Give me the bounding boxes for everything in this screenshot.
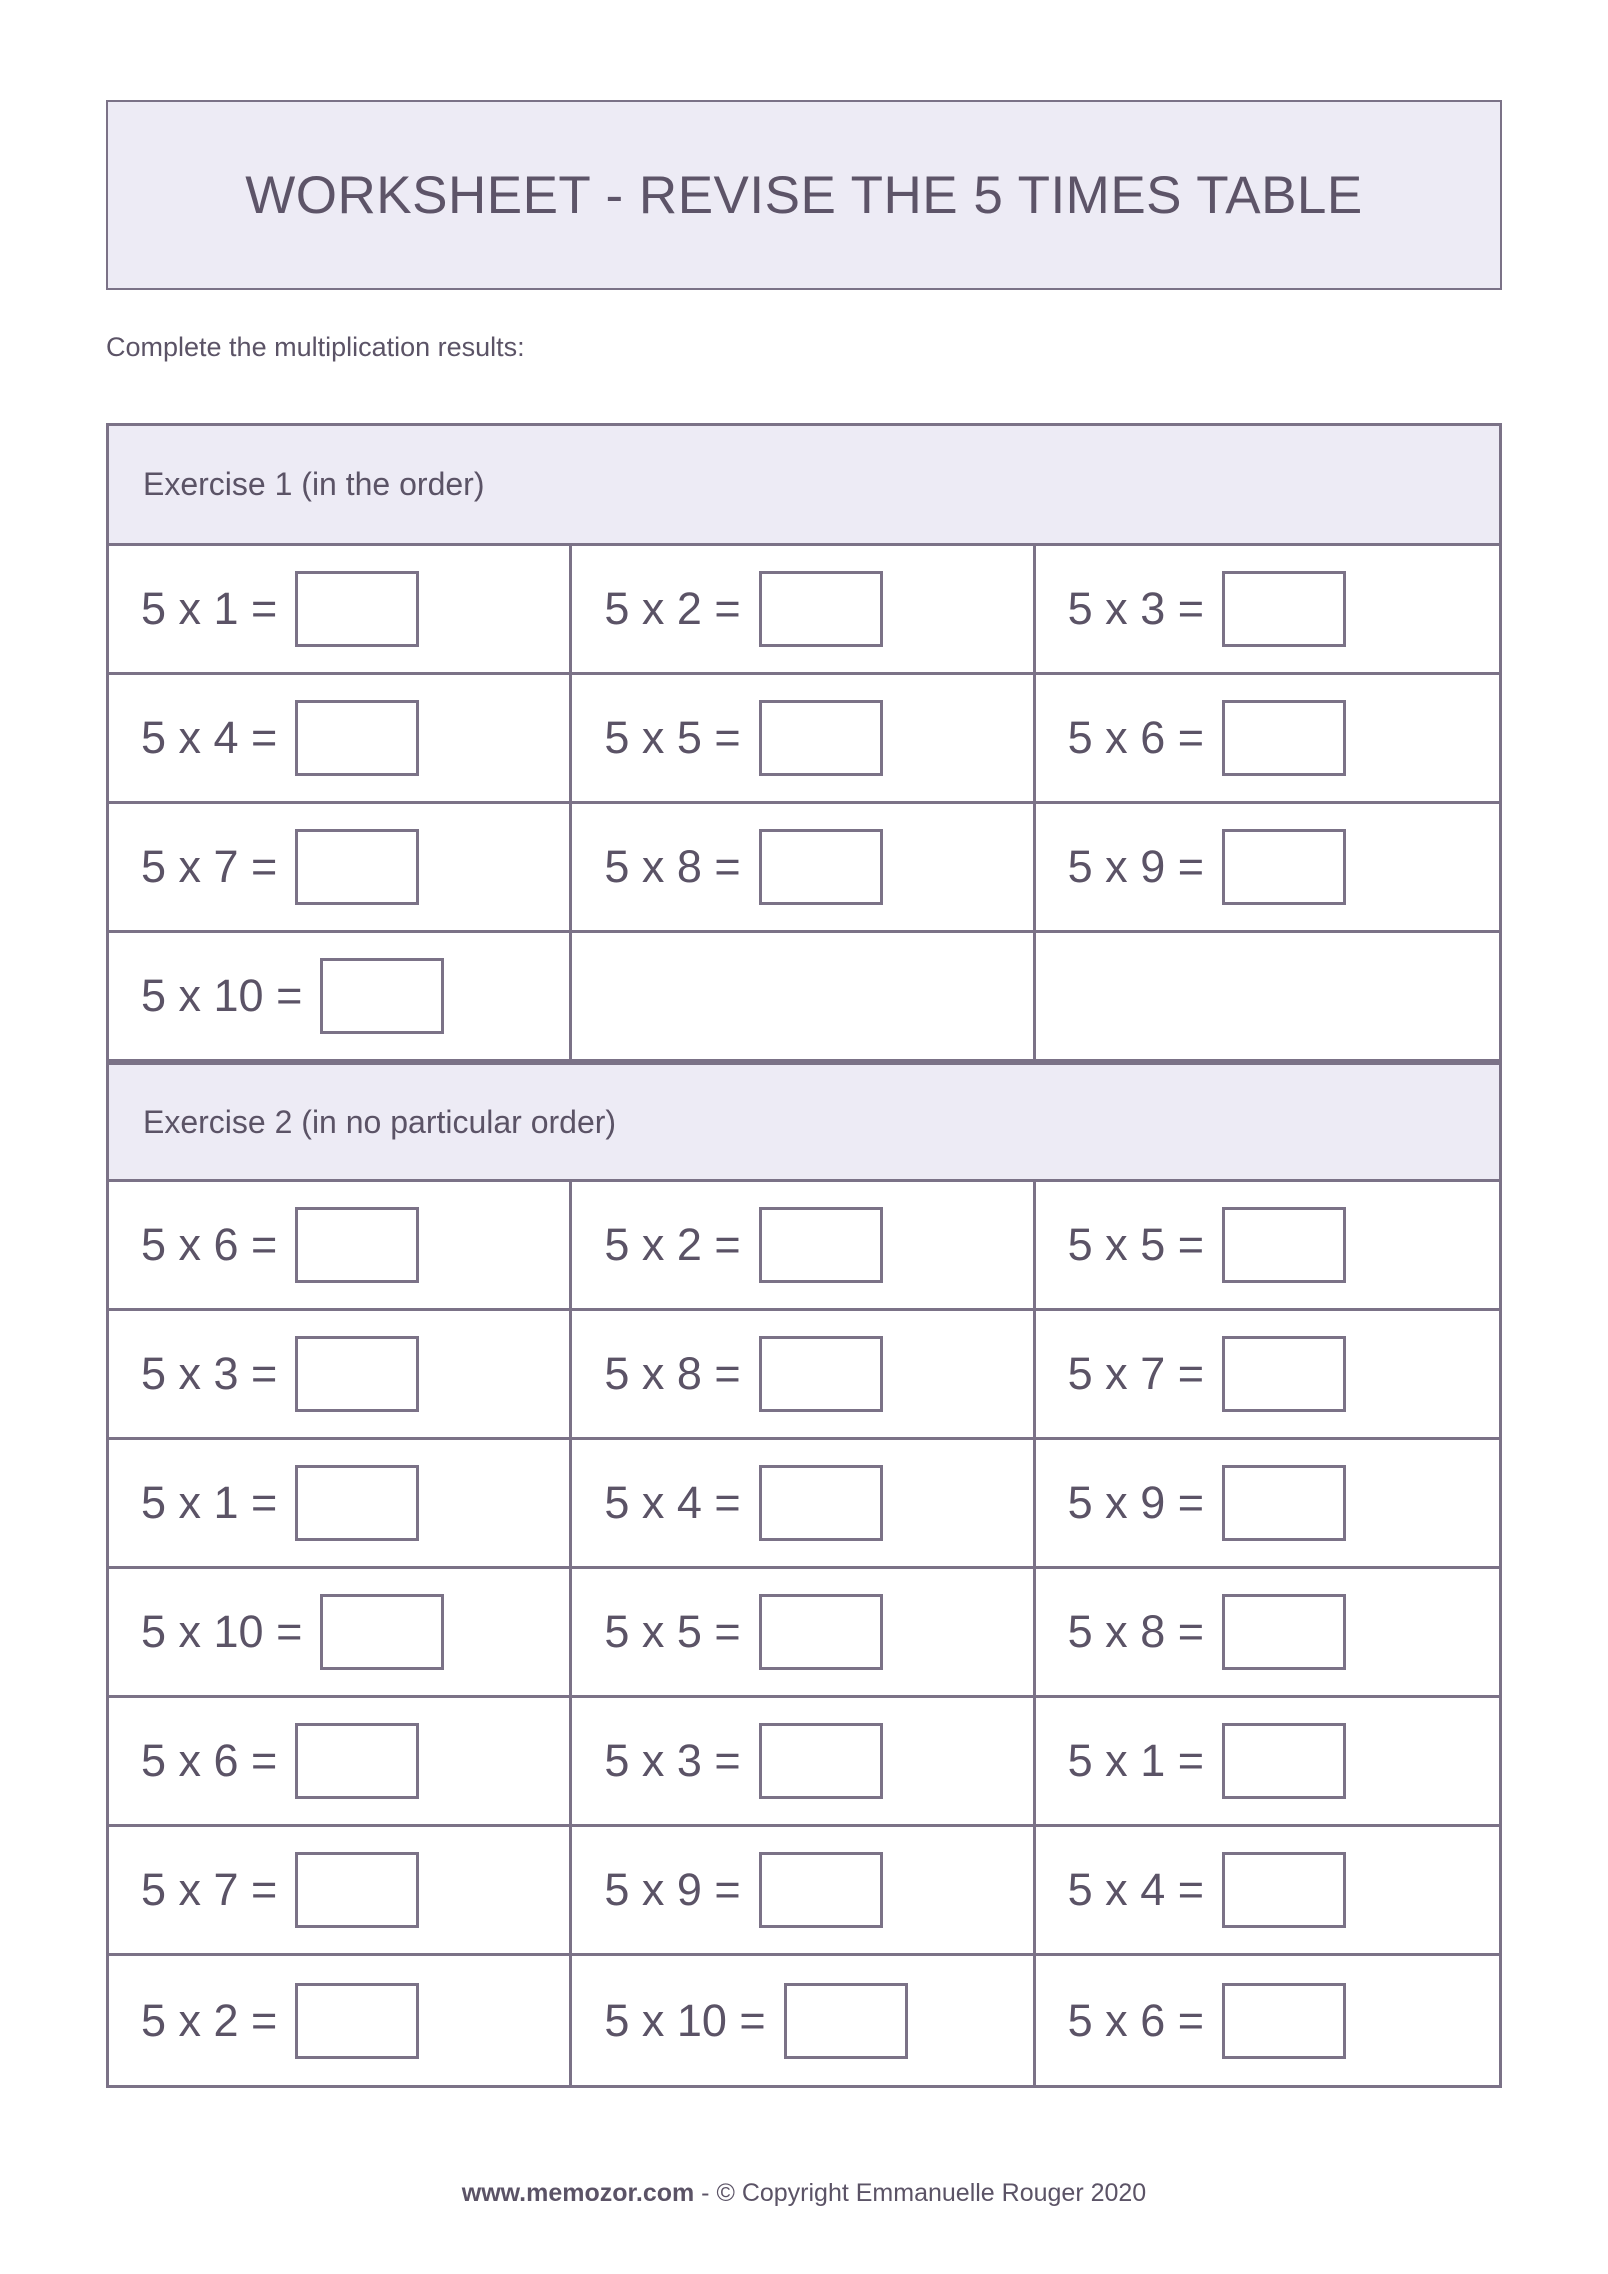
expression-label: 5 x 10 = [141,1606,303,1657]
table-row [109,546,1499,675]
exercise-cell [109,804,572,933]
answer-input[interactable] [295,700,419,776]
exercise-cell [1036,1440,1499,1569]
table-row [109,1569,1499,1698]
expression-label: 5 x 7 = [1067,1348,1204,1399]
expression-label: 5 x 7 = [141,841,278,892]
answer-input[interactable] [295,1207,419,1283]
answer-input[interactable] [1222,1336,1346,1412]
answer-input[interactable] [759,829,883,905]
expression-label: 5 x 9 = [604,1864,741,1915]
exercise-cell [572,1698,1035,1827]
exercise-cell [1036,1827,1499,1956]
answer-input[interactable] [1222,1852,1346,1928]
exercise-cell [109,675,572,804]
exercise-cell [572,546,1035,675]
footer-site-label: www.memozor.com [461,2179,695,2207]
expression-label: 5 x 8 = [604,1348,741,1399]
expression-label: 5 x 1 = [1067,1735,1204,1786]
exercise-cell [109,933,572,1062]
table-row [109,1182,1499,1311]
answer-input[interactable] [295,1336,419,1412]
expression-label: 5 x 10 = [141,970,303,1021]
expression-label: 5 x 6 = [1067,1994,1204,2046]
expression-label: 5 x 8 = [1067,1606,1204,1657]
table-row [109,1827,1499,1956]
expression-label: 5 x 5 = [604,712,741,763]
exercise-cell [109,1698,572,1827]
expression-label: 5 x 5 = [1067,1219,1204,1270]
expression-label: 5 x 10 = [604,1994,766,2046]
answer-input[interactable] [759,1336,883,1412]
answer-input[interactable] [1222,1207,1346,1283]
answer-input[interactable] [759,571,883,647]
expression-label: 5 x 9 = [1067,1477,1204,1528]
exercise-cell [109,1827,572,1956]
expression-label: 5 x 9 = [1067,841,1204,892]
answer-input[interactable] [759,1465,883,1541]
answer-input[interactable] [320,1594,444,1670]
exercise-cell [109,546,572,675]
expression-label: 5 x 4 = [141,712,278,763]
answer-input[interactable] [295,1723,419,1799]
expression-label: 5 x 6 = [1067,712,1204,763]
table-row [109,804,1499,933]
table-row [109,675,1499,804]
table-row [109,1956,1499,2085]
exercise-cell [1036,675,1499,804]
exercise-cell [572,1182,1035,1311]
expression-label: 5 x 2 = [604,583,741,634]
expression-label: 5 x 1 = [141,1477,278,1528]
answer-input[interactable] [295,1465,419,1541]
exercise-cell [109,1956,572,2085]
exercise-cell [572,1827,1035,1956]
expression-label: 5 x 4 = [1067,1864,1204,1915]
expression-label: 5 x 3 = [604,1735,741,1786]
expression-label: 5 x 8 = [604,841,741,892]
expression-label: 5 x 3 = [1067,583,1204,634]
instruction-text: Complete the multiplication results: [106,332,525,362]
exercise-cell [1036,1569,1499,1698]
title-banner [106,100,1502,290]
table-row [109,1440,1499,1569]
exercise-cell [572,1956,1035,2085]
expression-label: 5 x 2 = [141,1994,278,2046]
section-header-exercise-2: Exercise 2 (in no particular order) [109,1062,1499,1182]
answer-input[interactable] [759,1207,883,1283]
exercise-cell [572,1311,1035,1440]
exercise-cell [1036,1182,1499,1311]
answer-input[interactable] [1222,1723,1346,1799]
page-title: WORKSHEET - REVISE THE 5 TIMES TABLE [245,165,1363,225]
footer-copyright-label: - © Copyright Emmanuelle Rouger 2020 [694,2179,1147,2207]
answer-input[interactable] [295,829,419,905]
expression-label: 5 x 1 = [141,583,278,634]
table-row [109,1698,1499,1827]
empty-cell [1036,933,1499,1062]
answer-input[interactable] [1222,1594,1346,1670]
answer-input[interactable] [295,1983,419,2059]
answer-input[interactable] [1222,1983,1346,2059]
expression-label: 5 x 4 = [604,1477,741,1528]
expression-label: 5 x 3 = [141,1348,278,1399]
answer-input[interactable] [295,1852,419,1928]
exercise-cell [1036,1311,1499,1440]
empty-cell [572,933,1035,1062]
table-row [109,933,1499,1062]
answer-input[interactable] [320,958,444,1034]
answer-input[interactable] [1222,829,1346,905]
exercise-cell [109,1311,572,1440]
expression-label: 5 x 6 = [141,1219,278,1270]
exercise-cell [1036,1698,1499,1827]
exercise-cell [1036,546,1499,675]
exercise-cell [572,675,1035,804]
expression-label: 5 x 2 = [604,1219,741,1270]
exercise-cell [1036,804,1499,933]
answer-input[interactable] [1222,700,1346,776]
footer [0,2179,1608,2208]
exercise-cell [109,1569,572,1698]
exercise-cell [572,804,1035,933]
answer-input[interactable] [759,1852,883,1928]
answer-input[interactable] [759,700,883,776]
answer-input[interactable] [759,1594,883,1670]
expression-label: 5 x 7 = [141,1864,278,1915]
answer-input[interactable] [295,571,419,647]
exercise-cell [572,1440,1035,1569]
section-header-exercise-1: Exercise 1 (in the order) [109,426,1499,546]
exercise-cell [1036,1956,1499,2085]
exercises-table [106,423,1502,2088]
expression-label: 5 x 6 = [141,1735,278,1786]
table-row [109,1311,1499,1440]
answer-input[interactable] [1222,1465,1346,1541]
answer-input[interactable] [1222,571,1346,647]
exercise-cell [109,1440,572,1569]
answer-input[interactable] [759,1723,883,1799]
exercise-cell [572,1569,1035,1698]
exercise-cell [109,1182,572,1311]
answer-input[interactable] [784,1983,908,2059]
expression-label: 5 x 5 = [604,1606,741,1657]
